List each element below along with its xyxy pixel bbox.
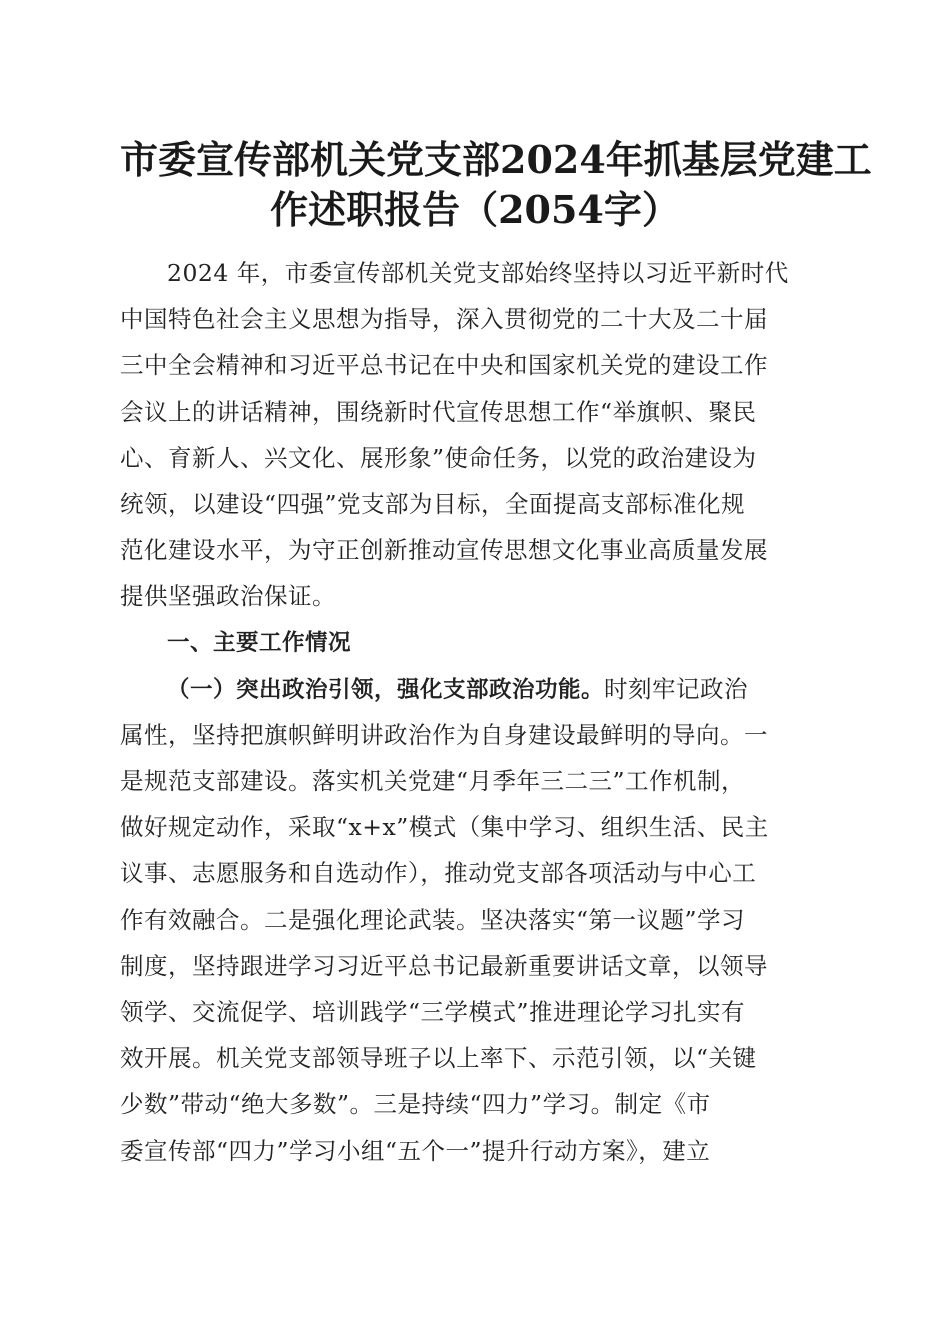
intro-line: 范化建设水平，为守正创新推动宣传思想文化事业高质量发展	[120, 536, 768, 565]
subsection-heading: （一）突出政治引领，强化支部政治功能。	[167, 676, 605, 703]
section-line: 制度，坚持跟进学习习近平总书记最新重要讲话文章，以领导	[120, 951, 768, 980]
intro-line: 会议上的讲话精神，围绕新时代宣传思想工作“举旗帜、聚民	[120, 397, 757, 426]
subsection-first-line-text: 时刻牢记政治	[604, 674, 749, 703]
title-line-1: 市委宣传部机关党支部2024年抓基层党建工	[120, 137, 872, 182]
section-line: 委宣传部“四力”学习小组“五个一”提升行动方案》，建立	[120, 1136, 711, 1165]
subsection-first-line	[120, 666, 835, 712]
intro-line: 心、育新人、兴文化、展形象”使命任务，以党的政治建设为	[120, 443, 757, 472]
section-line: 做好规定动作，采取“x+x”模式（集中学习、组织生活、民主	[120, 813, 769, 842]
section-line: 作有效融合。二是强化理论武装。坚决落实“第一议题”学习	[120, 905, 746, 934]
section-line: 领学、交流促学、培训践学“三学模式”推进理论学习扎实有	[120, 998, 746, 1026]
intro-line: 中国特色社会主义思想为指导，深入贯彻党的二十大及二十届	[120, 305, 768, 334]
section-line: 少数”带动“绝大多数”。三是持续“四力”学习。制定《市	[120, 1090, 711, 1119]
title-line-2: 作述职报告（2054字）	[270, 187, 680, 232]
section-line: 效开展。机关党支部领导班子以上率下、示范引领，以“关键	[120, 1044, 757, 1073]
intro-line: 三中全会精神和习近平总书记在中央和国家机关党的建设工作	[120, 351, 768, 380]
document-title	[120, 135, 872, 235]
section-line: 是规范支部建设。落实机关党建“月季年三二三”工作机制，	[120, 767, 746, 796]
intro-line: 2024 年，市委宣传部机关党支部始终坚持以习近平新时代	[167, 259, 789, 287]
intro-line: 提供坚强政治保证。	[120, 582, 336, 611]
intro-line: 统领，以建设“四强”党支部为目标，全面提高支部标准化规	[120, 489, 746, 518]
section-heading: 一、主要工作情况	[167, 629, 352, 656]
document-body	[120, 250, 835, 1174]
section-line: 属性，坚持把旗帜鲜明讲政治作为自身建设最鲜明的导向。一	[120, 720, 768, 749]
section-line: 议事、志愿服务和自选动作），推动党支部各项活动与中心工	[120, 859, 757, 888]
